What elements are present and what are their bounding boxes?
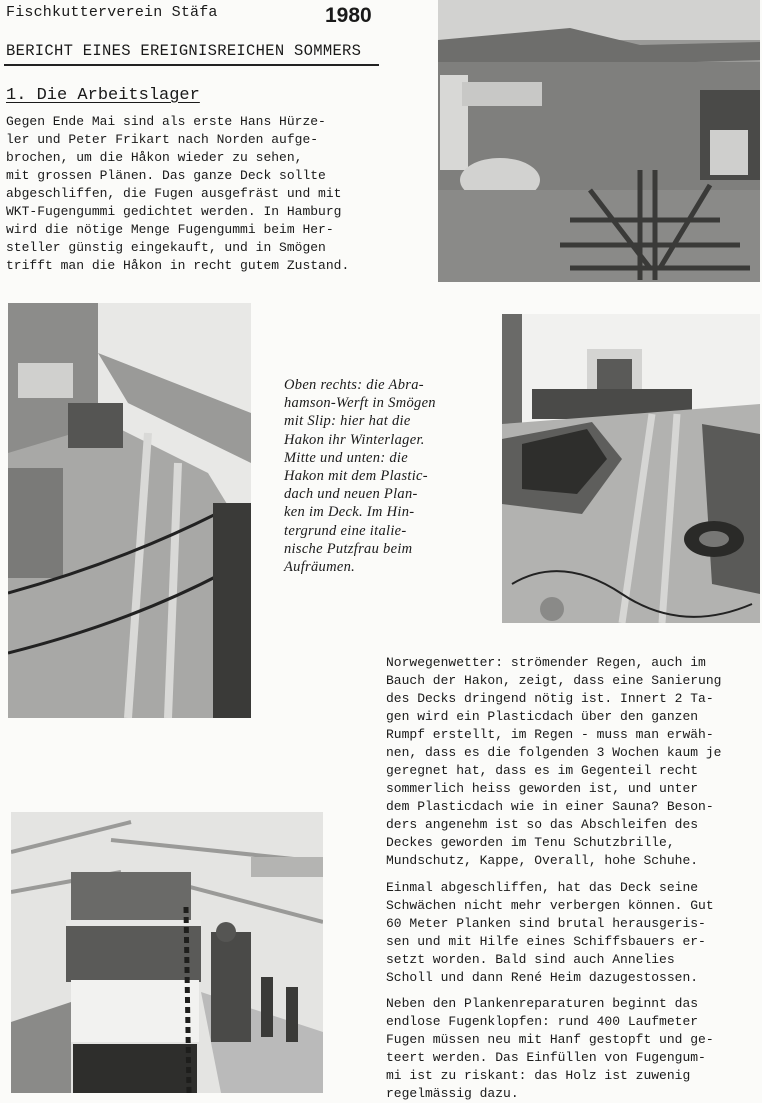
photo-deck-work [502, 314, 760, 623]
photo-deck-bow [8, 303, 251, 718]
photo-caption: Oben rechts: die Abra- hamson-Werft in Smögen mit Slip: hier hat die Hakon ihr Winterlager. Mitte und unten: die Hakon mit dem Plastic- dach und neuen Plan- ken im Deck. Im Hin- tergrund eine italie- nische Putzfrau beim Aufräumen. [284, 377, 436, 576]
photo-harbor [430, 0, 762, 283]
photo-plastic-roof [11, 812, 323, 1093]
section-heading: 1. Die Arbeitslager [6, 86, 200, 105]
caulking-paragraph: Neben den Plankenreparaturen beginnt das endlose Fugenklopfen: rund 400 Laufmeter Fugen müssen neu mit Hanf gestopft und ge- teert werden. Das Einfüllen von Fugengum- mi ist zu riskant: das Holz ist zuwenig regelmässig dazu. [386, 996, 714, 1101]
year-label: 1980 [325, 4, 372, 27]
title-underline [4, 64, 379, 66]
intro-paragraph: Gegen Ende Mai sind als erste Hans Hürze- ler und Peter Frikart nach Norden aufge- brochen, um die Håkon wieder zu sehen, mit grossen Plänen. Das ganze Deck sollte abgeschliffen, die Fugen ausgefräst und mit WKT-Fugengummi gedichtet werden. In Hamburg wird die nötige Menge Fugengummi beim Her- steller günstig eingekauft, und in Smögen trifft man die Håkon in recht gutem Zustand. [6, 114, 350, 273]
report-title: BERICHT EINES EREIGNISREICHEN SOMMERS [6, 42, 362, 60]
organization-name: Fischkutterverein Stäfa [6, 4, 218, 21]
weather-paragraph: Norwegenwetter: strömender Regen, auch im Bauch der Hakon, zeigt, dass eine Sanierung des Decks dringend nötig ist. Innert 2 Ta- gen wird ein Plasticdach über den ganzen Rumpf erstellt, im Regen - muss man erwäh- nen, dass es die folgenden 3 Wochen kaum je geregnet hat, dass es im Gegenteil recht sommerlich heiss geworden ist, und unter dem Plasticdach wie in einer Sauna? Beson- ders angenehm ist so das Abschleifen des Deckes geworden im Tenu Schutzbrille, Mundschutz, Kappe, Overall, hohe Schuhe. [386, 655, 722, 868]
planks-paragraph: Einmal abgeschliffen, hat das Deck seine Schwächen nicht mehr verbergen können. Gut 60 Meter Planken sind brutal herausgeris- sen und mit Hilfe eines Schiffsbauers er- setzt worden. Bald sind auch Annelies Scholl und dann René Heim dazugestossen. [386, 880, 714, 985]
